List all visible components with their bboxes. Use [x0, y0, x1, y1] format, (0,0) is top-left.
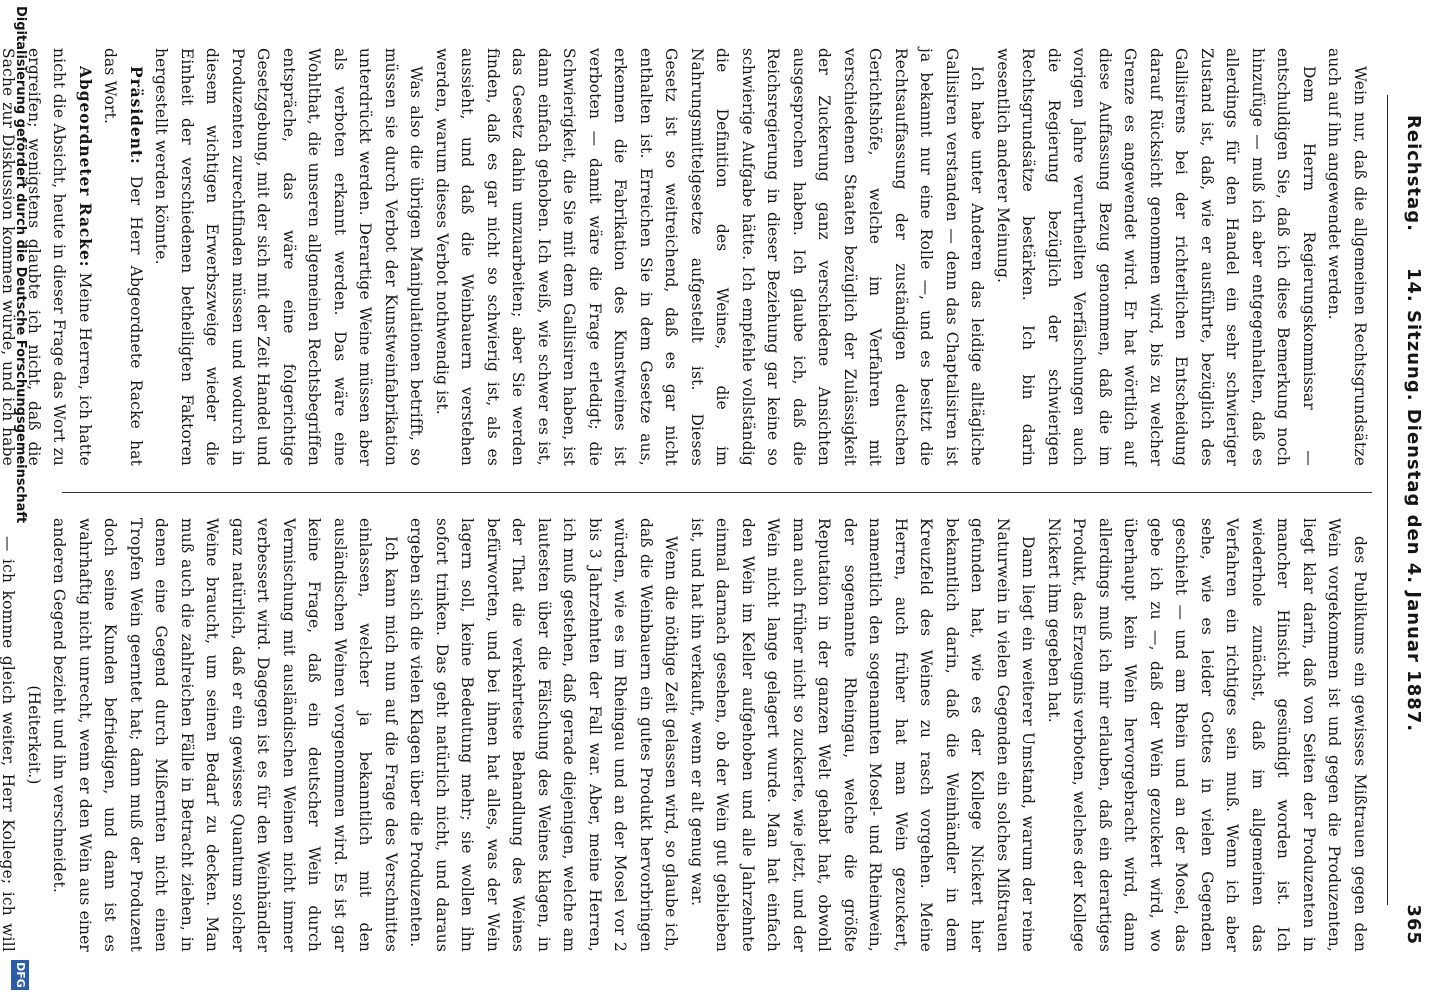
right-column-paragraph: Wenn die nöthige Zeit gelassen wird, so glaube ich, daß die Weinbauern ein gutes Produkt hervorbringen würden, wie es im Rheingau und an der Mosel vor 2 bis 3 Jahrzehnten der Fall war. Aber, meine Herren, ich muß gestehen, daß gerade diejenigen, welche am lautesten über die Fälschung des Weines klagen, in der That die verkehrteste Behandlung des Weines befürworten, und bei ihnen hat alles, was der Wein lagern soll, keine Bedeutung mehr; sie wollen ihn sofort trinken. Das geht natürlich nicht, und daraus ergeben sich die vielen Klagen über die Produzenten.: [407, 518, 681, 952]
speaker-name: Präsident:: [127, 66, 145, 165]
left-column-paragraph: Ich habe unter Anderen das leidige alltägliche Gallisiren verstanden — denn das Chaptalisiren ist ja bekannt nur eine Rolle —, und es besitzt die Rechtsauffassung der zuständigen deutschen Gerichtshöfe, welche im Verfahren mit verschiedenen Staaten bezüglich der Zulässigkeit der Zuckerung ganz verschiedene Ansichten ausgesprochen haben. Ich glaube ich, daß die Reichsregierung in dieser Beziehung gar keine so schwierige Aufgabe hätte. Ich empfehle vollständig die Definition des Weines, die im Nahrungsmittelgesetze aufgestellt ist. Dieses Gesetz ist so weitreichend, daß es gar nicht enthalten ist. Erreichen Sie in dem Gesetze aus, erkennen die Fabrikation des Kunstweines ist verboten — damit wäre die Frage erledigt; die Schwierigkeit, die Sie mit dem Gallisiren haben, ist dann einfach gehoben. Ich weiß, wie schwer es ist, das Gesetz dahin umzuarbeiten; aber Sie werden finden, daß es gar nicht so schwierig ist, als es aussieht, und daß die Weinbauern verstehen werden, warum dieses Verbot nothwendig ist.: [433, 48, 987, 466]
right-column-paragraph: (Heiterkeit.): [25, 685, 43, 785]
right-column: [0, 518, 1372, 952]
column-divider: [62, 492, 1372, 493]
left-column-paragraph: Dem Herrn Regierungskommissar — entschuldigen Sie, daß ich diese Bemerkung noch hinzufüge — muß ich aber entgegenhalten, daß es allerdings für den Handel ein sehr schwieriger Zustand ist, daß, wie er ausführte, bezüglich des Gallisirens bei der richterlichen Entscheidung darauf Rücksicht genommen wird, bis zu welcher Grenze es angewendet wird. Er hat wörtlich auf diese Auffassung Bezug genommen, daß die im vorigen Jahre verurtheilten Verfälschungen auch die Regierung bezüglich der schwierigen Rechtsgrundsätze bestärken. Ich bin darin wesentlich anderer Meinung.: [994, 48, 1318, 466]
dfg-logo-icon: DFG: [11, 960, 29, 990]
left-column-paragraph: Was also die übrigen Manipulationen betrifft, so müssen sie durch Verbot der Kunstweinfabrikation unterdrückt werden. Derartige Weine müssen aber als verboten erkannt werden. Das wäre eine Wohlthat, die unseren allgemeinen Rechtsbegriffen entspräche, das wäre eine folgerichtige Gesetzgebung, mit der sich mit der Zeit Handel und Produzenten zurechtfinden müssen und wodurch in diesem wichtigen Erwerbszweige wieder die Einheit der verschiedenen betheiligten Faktoren hergestellt werden könnte.: [152, 48, 426, 466]
header-session-date: 14. Sitzung. Dienstag den 4. Januar 1887.: [1403, 267, 1424, 733]
speaker-name: Abgeordneter Racke:: [76, 66, 94, 268]
left-column-paragraph: Wein nur, daß die allgemeinen Rechtsgrundsätze auch auf ihn angewendet werden.: [1325, 48, 1369, 466]
right-column-paragraph: Dann liegt ein weiterer Umstand, warum der reine Naturwein in vielen Gegenden ein solches Mißtrauen gefunden hat, wie es der Kollege Nickert hier bekanntlich darin, daß die Weinhändler in dem Kreuzfeld des Weines zu rasch vorgehen. Meine Herren, auch früher hat man Wein gezuckert, namentlich den sogenannten Mosel- und Rheinwein, der sogenannte Rheingau, welche die größte Reputation in der ganzen Welt gehabt hat, obwohl man auch früher nicht so zuckerte, wie jetzt, und der Wein nicht lange gelagert wurde. Man hat einfach den Wein im Keller aufgehoben und alle Jahrzehnte einmal darnach gesehen, ob der Wein gut geblieben ist, und hat ihn verkauft, wenn er alt genug war.: [688, 518, 1038, 952]
left-column-paragraph: [97, 48, 148, 466]
right-column-paragraph: des Publikums ein gewisses Mißtrauen gegen den Wein vorgekommen ist und gegen die Produzenten, liegt klar darin, daß von Seiten der Produzenten in mancher Hinsicht gesündigt worden ist. Ich wiederhole zunächst, daß im allgemeinen das Verfahren ein richtiges sein muß. Wenn ich aber sehe, wie es leider Gottes in vielen Gegenden geschieht — und am Rhein und an der Mosel, das gebe ich zu —, daß der Wein gezuckert wird, wo überhaupt kein Wein hervorgebracht wird, dann allerdings muß ich mir erlauben, daß ein derartiges Produkt, das Erzeugnis verboten, welches der Kollege Nickert ihm gegeben hat.: [1045, 518, 1369, 952]
page-footer: [6, 0, 30, 1000]
speech-text: Der Herr Abgeordnete Racke hat das Wort.: [101, 48, 145, 466]
page-number: 365: [1403, 904, 1424, 945]
header-rule: [1387, 95, 1388, 905]
right-column-paragraph: — ich komme gleich weiter, Herr Kollege; ich will: [0, 536, 18, 952]
right-column-paragraph: Ich kann mich nun auf die Frage des Verschnittes einlassen, welcher ja bekanntlich mit den ausländischen Weinen vorgenommen wird. Es ist gar keine Frage, daß ein deutscher Wein durch Vermischung mit ausländischen Weinen nicht immer verbessert wird. Dagegen ist es für den Weinhändler ganz natürlich, daß er ein gewisses Quantum solcher Weine braucht, um seinen Bedarf zu decken. Man muß auch die zahlreichen Fälle in Betracht ziehen, in denen eine Gegend durch Mißernten nicht einen Tropfen Wein geerntet hat; dann muß der Produzent doch seine Kunden befriedigen, und dann ist es wahrhaftig nicht unrecht, wenn er den Wein aus einer anderen Gegend bezieht und ihn verschneidet.: [50, 518, 400, 952]
speech-text: Meine Herren, ich hatte nicht die Absicht, heute in dieser Frage das Wort zu ergreifen; wenigstens glaubte ich nicht, daß die Sache zur Diskussion kommen würde, und ich habe: [0, 48, 94, 466]
header-left: Reichstag.: [1403, 115, 1424, 232]
page-header: [1380, 55, 1424, 945]
footer-credit: Digitalisierung gefördert durch die Deutsche Forschungsgemeinschaft: [13, 6, 28, 524]
